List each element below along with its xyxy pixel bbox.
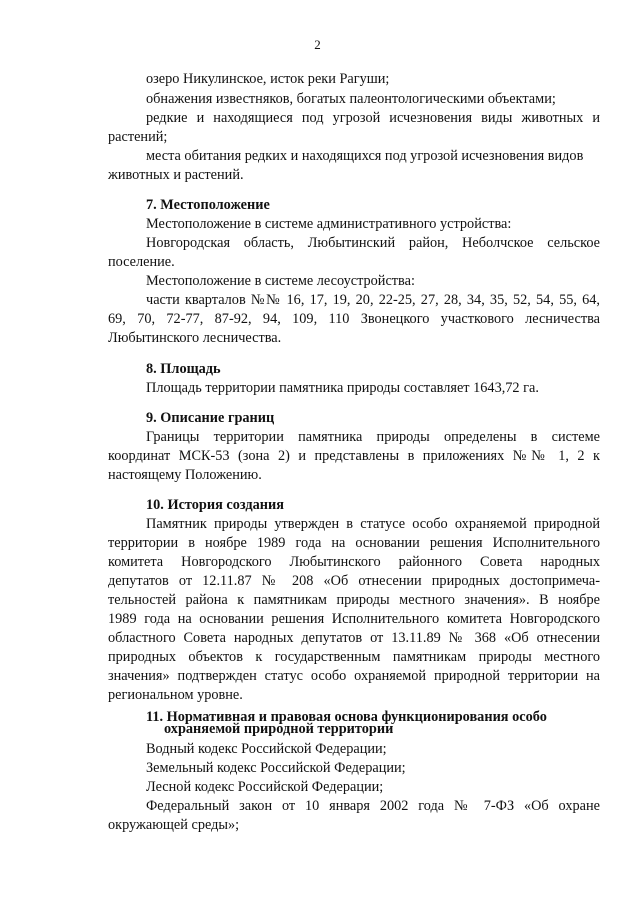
text-line: Федеральный закон от 10 января 2002 года № 7-ФЗ «Об охране [146, 798, 600, 814]
text-line: обнажения известняков, богатых палеонтологическими объектами; [146, 91, 556, 107]
section-heading-history: 10. История создания [146, 497, 284, 513]
text-line: Земельный кодекс Российской Федерации; [146, 760, 406, 776]
text-line: Любытинского лесничества. [108, 330, 282, 346]
text-line: окружающей среды»; [108, 817, 240, 833]
text-line: Водный кодекс Российской Федерации; [146, 741, 387, 757]
text-line: тельностей района к памятникам природы местного значения». В ноябре [108, 592, 600, 608]
text-line: части кварталов №№ 16, 17, 19, 20, 22-25, 27, 28, 34, 35, 52, 54, 55, 64, [146, 292, 600, 308]
text-line: 69, 70, 72-77, 87-92, 94, 109, 110 Звонецкого участкового лесничества [108, 311, 600, 327]
section-heading-area: 8. Площадь [146, 361, 221, 377]
section-heading-legal-basis-cont: охраняемой природной территории [164, 721, 394, 737]
text-line: природных объектов к государственным памятникам природы местного [108, 649, 600, 665]
text-line: значения» подтвержден статус особо охраняемой природной территории на [108, 668, 600, 684]
text-line: настоящему Положению. [108, 467, 262, 483]
text-line: Площадь территории памятника природы составляет 1643,72 га. [146, 380, 539, 396]
text-line: растений; [108, 129, 168, 145]
text-line: территории в ноябре 1989 года на основании решения Исполнительного [108, 535, 600, 551]
text-line: координат МСК-53 (зона 2) и представлены в приложениях №№ 1, 2 к [108, 448, 600, 464]
text-line: озеро Никулинское, исток реки Рагуши; [146, 71, 390, 87]
section-heading-location: 7. Местоположение [146, 197, 270, 213]
page-number: 2 [314, 37, 321, 52]
text-line: животных и растений. [108, 167, 244, 183]
text-line: места обитания редких и находящихся под угрозой исчезновения видов [146, 148, 584, 164]
text-line: редкие и находящиеся под угрозой исчезновения виды животных и [146, 110, 600, 126]
section-heading-borders: 9. Описание границ [146, 410, 275, 426]
text-line: Памятник природы утвержден в статусе особо охраняемой природной [146, 516, 600, 532]
text-line: Местоположение в системе административного устройства: [146, 216, 512, 232]
text-line: поселение. [108, 254, 175, 270]
text-line: 1989 года на основании решения Исполнительного комитета Новгородского [108, 611, 600, 627]
text-line: депутатов от 12.11.87 № 208 «Об отнесении природных достопримеча- [108, 573, 600, 589]
text-line: Местоположение в системе лесоустройства: [146, 273, 415, 289]
section-heading-legal-basis: 11. Нормативная и правовая основа функционирования особо [146, 709, 547, 725]
text-line: Границы территории памятника природы определены в системе [146, 429, 600, 445]
text-line: областного Совета народных депутатов от 13.11.89 № 368 «Об отнесении [108, 630, 600, 646]
text-line: Новгородская область, Любытинский район, Неболчское сельское [146, 235, 600, 251]
text-line: Лесной кодекс Российской Федерации; [146, 779, 384, 795]
text-line: комитета Новгородского Любытинского районного Совета народных [108, 554, 600, 570]
text-line: региональном уровне. [108, 687, 243, 703]
